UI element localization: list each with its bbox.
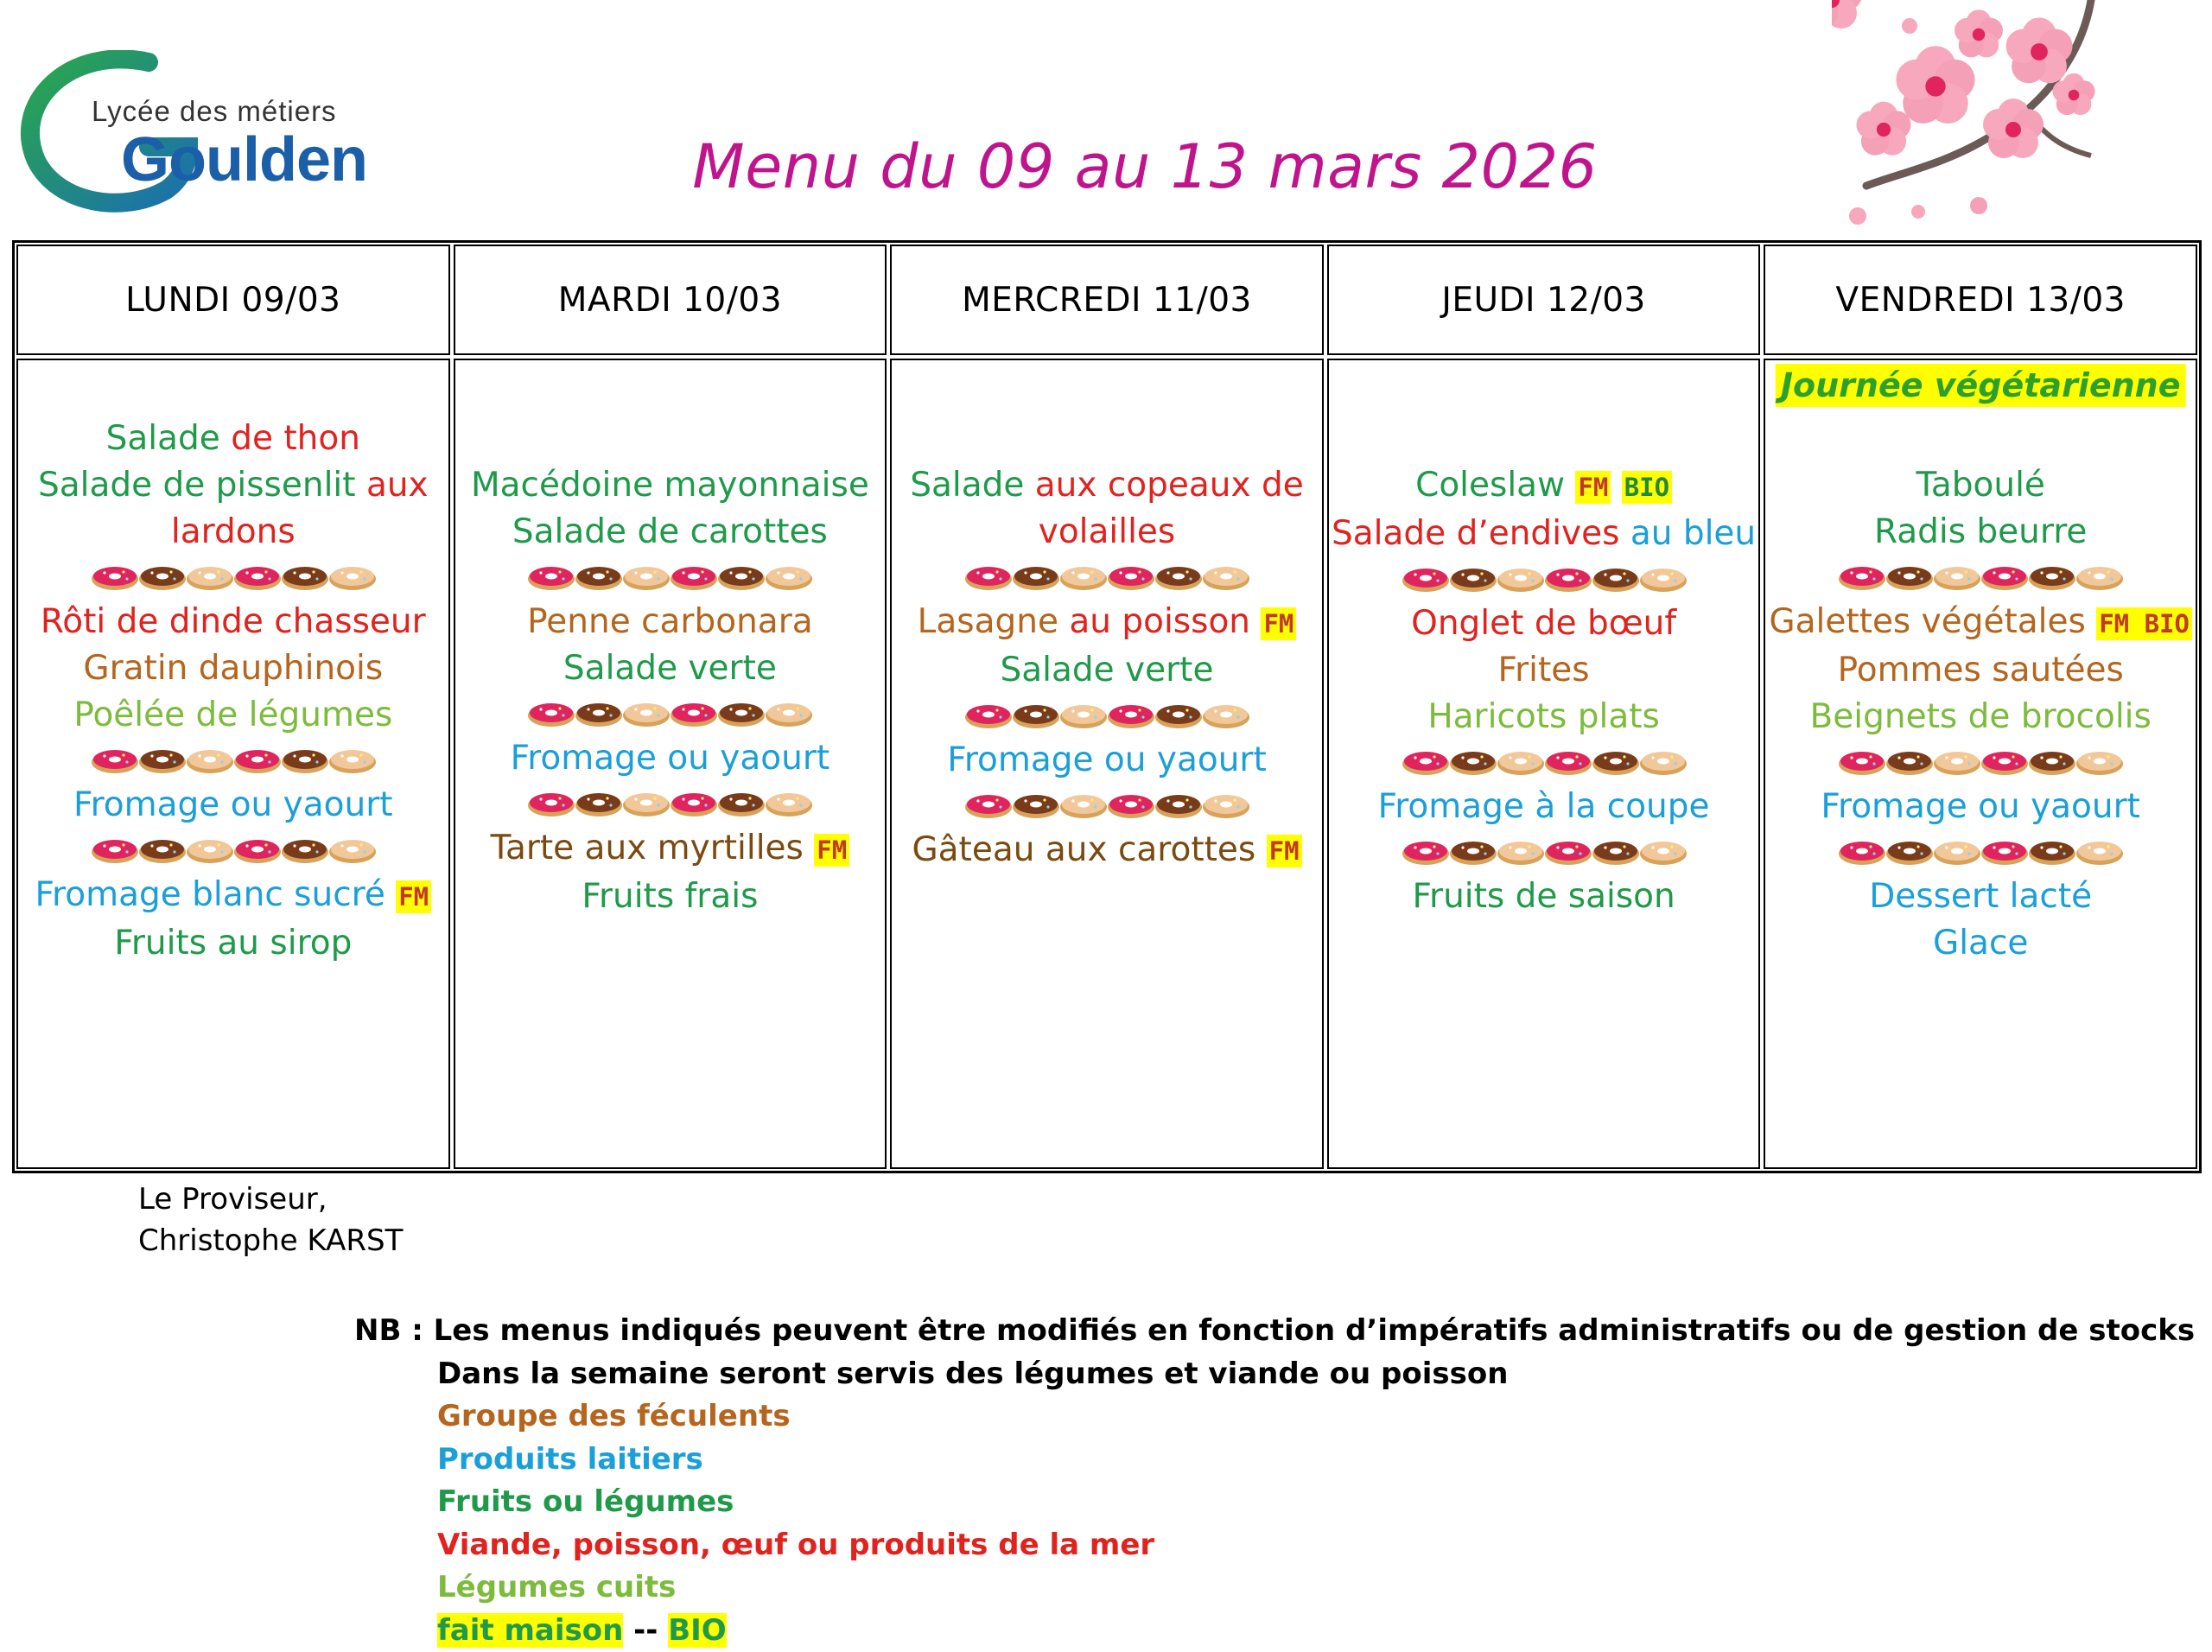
legend-item: Viande, poisson, œuf ou produits de la mer: [354, 1524, 2195, 1567]
homemade-badge: FM: [1267, 835, 1302, 867]
day-column-jeudi: [1327, 359, 1761, 1169]
donut-separator-icon: [18, 559, 448, 595]
menu-item-line: [455, 462, 886, 509]
menu-item-text: Gratin dauphinois: [83, 649, 383, 688]
menu-item-text: [1611, 466, 1621, 505]
menu-item-text: Fromage blanc sucré: [35, 875, 396, 914]
menu-item-text: Taboulé: [1916, 466, 2044, 505]
donut-separator-icon: [892, 697, 1322, 734]
homemade-badge: FM: [396, 880, 431, 913]
menu-item-line: [892, 462, 1322, 509]
donut-separator-icon: [892, 559, 1322, 595]
donut-separator-icon: [1329, 834, 1759, 870]
menu-item-text: Salade de carottes: [512, 512, 828, 551]
menu-item-line: [1765, 599, 2196, 647]
signature-block: [138, 1179, 403, 1261]
menu-item-text: aux: [366, 466, 429, 505]
menu-item-text: Fromage ou yaourt: [73, 785, 393, 824]
menu-item-text: Coleslaw: [1415, 466, 1575, 505]
menu-item-line: [892, 737, 1322, 784]
menu-item-text: Fromage ou yaourt: [1821, 787, 2140, 826]
menu-item-line: [18, 692, 448, 739]
menu-item-text: Fromage ou yaourt: [947, 740, 1267, 779]
day-menu-list: [1329, 462, 1759, 920]
day-header-jeudi: JEUDI 12/03: [1327, 245, 1761, 355]
menu-item-text: Dessert lacté: [1869, 877, 2092, 916]
menu-item-text: Onglet de bœuf: [1411, 604, 1676, 643]
menu-item-line: [18, 920, 448, 967]
menu-item-line: [455, 825, 886, 874]
menu-item-line: [18, 462, 448, 509]
homemade-badge: FM: [1261, 607, 1296, 640]
menu-item-text: Fruits de saison: [1412, 877, 1675, 916]
menu-item-line: [1329, 462, 1759, 511]
menu-item-line: [892, 509, 1322, 556]
note-prefix: NB :: [354, 1313, 434, 1348]
legend-item: Légumes cuits: [354, 1566, 2195, 1610]
menu-item-text: Salade verte: [563, 649, 777, 688]
menu-item-text: Salade: [910, 466, 1035, 505]
menu-item-text: Fruits frais: [582, 877, 758, 916]
menu-item-text: Macédoine mayonnaise: [471, 466, 869, 505]
note-line-1: [354, 1310, 2195, 1353]
legend-item: Fruits ou légumes: [354, 1481, 2195, 1524]
day-column-lundi: [16, 359, 450, 1169]
menu-item-line: [1329, 784, 1759, 830]
menu-item-line: [1329, 874, 1759, 920]
menu-item-text: Poêlée de légumes: [73, 696, 392, 734]
signature-name: Christophe KARST: [138, 1220, 403, 1261]
donut-separator-icon: [1765, 744, 2196, 780]
day-header-vendredi: VENDREDI 13/03: [1764, 245, 2197, 355]
donut-separator-icon: [1329, 744, 1759, 780]
day-column-mercredi: [890, 359, 1324, 1169]
menu-item-line: [1765, 920, 2196, 967]
homemade-badge: FM BIO: [2096, 607, 2192, 640]
donut-separator-icon: [1765, 559, 2196, 595]
menu-item-line: [1765, 874, 2196, 920]
logo-text-small: Lycée des métiers: [92, 95, 337, 128]
menu-item-text: Lasagne: [918, 602, 1070, 641]
legend-item: Groupe des féculents: [354, 1395, 2195, 1439]
menu-item-line: [18, 782, 448, 829]
menu-item-text: volailles: [1039, 512, 1176, 551]
menu-item-text: Frites: [1498, 651, 1590, 689]
menu-item-text: Tarte aux myrtilles: [491, 829, 815, 867]
menu-item-line: [892, 647, 1322, 694]
donut-separator-icon: [18, 832, 448, 868]
menu-item-line: [1329, 694, 1759, 740]
donut-separator-icon: [1765, 834, 2196, 870]
day-header-mardi: MARDI 10/03: [454, 245, 887, 355]
menu-item-line: [18, 872, 448, 920]
day-menu-list: [1765, 462, 2196, 967]
menu-item-text: Fruits au sirop: [114, 924, 352, 963]
homemade-badge: FM: [1575, 471, 1611, 504]
notes-block: [354, 1310, 2195, 1652]
menu-item-line: [455, 599, 886, 645]
menu-item-line: [1765, 462, 2196, 509]
menu-item-line: [18, 599, 448, 645]
homemade-badge: FM: [814, 834, 849, 867]
menu-item-text: Salade de pissenlit: [38, 466, 366, 505]
menu-item-line: [18, 416, 448, 462]
menu-item-text: de thon: [231, 419, 360, 458]
day-menu-list: [18, 416, 448, 967]
menu-table: [12, 240, 2202, 1173]
donut-separator-icon: [455, 696, 886, 732]
menu-item-text: Pommes sautées: [1838, 651, 2124, 689]
day-menu-list: [455, 462, 886, 920]
menu-item-text: Radis beurre: [1874, 512, 2087, 551]
day-menu-list: [892, 462, 1322, 874]
legend-bio: BIO: [668, 1613, 726, 1648]
menu-item-line: [1329, 600, 1759, 647]
menu-item-text: lardons: [171, 512, 296, 551]
menu-item-text: Salade d’endives: [1332, 514, 1630, 553]
menu-item-line: [455, 735, 886, 782]
menu-item-text: Gâteau aux carottes: [912, 830, 1266, 869]
menu-item-text: Salade verte: [1001, 651, 1214, 689]
legend-list: [354, 1395, 2195, 1610]
donut-separator-icon: [455, 785, 886, 822]
menu-item-text: Fromage ou yaourt: [511, 739, 830, 778]
menu-item-line: [1329, 647, 1759, 694]
menu-item-line: [1765, 509, 2196, 556]
menu-item-line: [892, 827, 1322, 875]
menu-item-text: Beignets de brocolis: [1810, 697, 2152, 736]
menu-item-line: [1765, 647, 2196, 694]
donut-separator-icon: [18, 742, 448, 778]
logo-text-large: Goulden: [121, 124, 367, 195]
day-header-lundi: LUNDI 09/03: [16, 245, 450, 355]
legend-dash: --: [623, 1613, 668, 1648]
signature-role: Le Proviseur,: [138, 1179, 403, 1220]
menu-item-line: [455, 509, 886, 556]
legend-homemade-bio: [354, 1610, 2195, 1652]
donut-separator-icon: [892, 787, 1322, 823]
menu-item-text: Penne carbonara: [527, 602, 813, 641]
day-column-vendredi: [1764, 359, 2197, 1169]
menu-item-text: au bleu: [1630, 514, 1756, 553]
menu-item-line: [455, 645, 886, 692]
donut-separator-icon: [1329, 561, 1759, 597]
bio-badge: BIO: [1622, 471, 1672, 504]
menu-item-line: [455, 874, 886, 920]
donut-separator-icon: [455, 559, 886, 595]
day-column-mardi: [454, 359, 887, 1169]
note-text-1: Les menus indiqués peuvent être modifiés en fonction d’impératifs administratifs ou de gestion de stocks: [434, 1313, 2196, 1348]
menu-item-line: [18, 509, 448, 556]
menu-item-text: Haricots plats: [1427, 697, 1660, 736]
menu-item-line: [1765, 694, 2196, 740]
menu-item-text: aux copeaux de: [1035, 466, 1304, 505]
menu-item-line: [892, 599, 1322, 647]
menu-item-text: Glace: [1933, 924, 2028, 963]
menu-item-line: [1329, 511, 1759, 557]
legend-item: Produits laitiers: [354, 1439, 2195, 1482]
vegetarian-day-banner: Journée végétarienne: [1776, 364, 2186, 407]
menu-item-text: Galettes végétales: [1769, 602, 2096, 641]
note-line-2: Dans la semaine seront servis des légumes et viande ou poisson: [354, 1353, 2195, 1396]
menu-item-line: [18, 645, 448, 692]
menu-item-text: Rôti de dinde chasseur: [41, 602, 426, 641]
legend-homemade: fait maison: [437, 1613, 623, 1648]
menu-item-text: Salade: [106, 419, 232, 458]
day-header-mercredi: MERCREDI 11/03: [890, 245, 1324, 355]
menu-item-line: [1765, 784, 2196, 830]
page-title: Menu du 09 au 13 mars 2026: [0, 131, 2212, 202]
menu-item-text: Fromage à la coupe: [1378, 787, 1710, 826]
menu-item-text: au poisson: [1069, 602, 1261, 641]
